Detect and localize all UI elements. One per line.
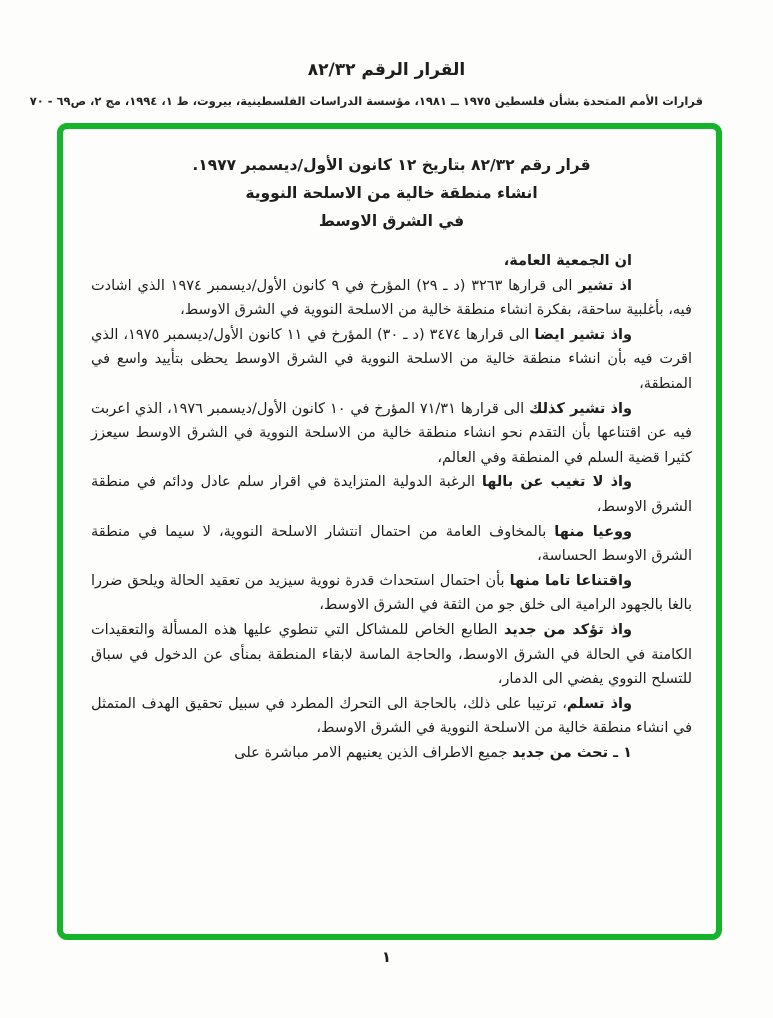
document-heading: [91, 151, 692, 235]
heading-line-subject: انشاء منطقة خالية من الاسلحة النووية: [245, 184, 538, 202]
paragraph-conscious: ووعيا منها بالمخاوف العامة من احتمال انتشار الاسلحة النووية، لا سيما في منطقة الشرق الاوسط الحساسة،: [91, 523, 692, 565]
paragraph-bearing-in-mind: واذ لا تغيب عن بالها الرغبة الدولية المتزايدة في اقرار سلم عادل ودائم في منطقة الشرق الاوسط،: [91, 474, 692, 515]
resolution-body: [91, 249, 692, 765]
paragraph-recognizing: واذ تسلم، ترتيبا على ذلك، بالحاجة الى التحرك المطرد في سبيل تحقيق الهدف المتمثل في انشاء منطقة خالية من الاسلحة النووية في الشرق الاوسط،: [91, 695, 692, 737]
source-citation-line: قرارات الأمم المتحدة بشأن فلسطين ١٩٧٥ ــ ١٩٨١، مؤسسة الدراسات الفلسطينية، بيروت، ط ١، ١٩٩٤، مج ٢، ص٦٩ - ٧٠: [29, 94, 703, 108]
paragraph-recalling-31-71: واذ تشير كذلك الى قرارها ٧١/٣١ المؤرخ في ١٠ كانون الأول/ديسمبر ١٩٧٦، الذي اعربت فيه عن اقتناعها بأن التقدم نحو انشاء منطقة خالية من الاسلحة النووية في الشرق الاوسط سيعزز كثيرا قضية السلم في المنطقة وفي العالم،: [91, 400, 692, 466]
paragraph-reaffirming: واذ تؤكد من جديد الطابع الخاص للمشاكل التي تنطوي عليها هذه المسألة والتعقيدات الكامنة في الحالة في الشرق الاوسط، والحاجة الماسة لابقاء المنطقة بمنأى عن الدخول في سباق للتسلح النووي يفضي الى الدمار،: [91, 621, 692, 688]
paragraph-recalling-3474: واذ تشير ايضا الى قرارها ٣٤٧٤ (د ـ ٣٠) المؤرخ في ١١ كانون الأول/ديسمبر ١٩٧٥، الذي اقرت فيه بأن انشاء منطقة خالية من الاسلحة النووية في الشرق الاوسط يحظى بتأييد واسع في المنطقة،: [91, 326, 692, 392]
heading-line-date: قرار رقم ٨٢/٣٢ بتاريخ ١٢ كانون الأول/ديسمبر ١٩٧٧.: [192, 156, 591, 174]
resolution-number-title: القرار الرقم ٨٢/٣٢: [307, 60, 466, 80]
heading-line-region: في الشرق الاوسط: [318, 212, 465, 230]
paragraph-convinced: واقتناعا تاما منها بأن احتمال استحداث قدرة نووية سيزيد من تعقيد الحالة ويلحق ضررا بالغا بالجهود الرامية الى خلق جو من الثقة في الشرق الاوسط،: [91, 572, 692, 614]
page-number: ١: [381, 948, 392, 966]
paragraph-general-assembly: ان الجمعية العامة،: [503, 253, 632, 269]
document-frame: [57, 123, 722, 940]
paragraph-operative-1-urges: ١ ـ تحث من جديد جميع الاطراف الذين يعنيهم الامر مباشرة على: [234, 744, 632, 761]
paragraph-recalling-3263: اذ تشير الى قرارها ٣٢٦٣ (د ـ ٢٩) المؤرخ في ٩ كانون الأول/ديسمبر ١٩٧٤ الذي اشادت فيه، بأغلبية ساحقة، بفكرة انشاء منطقة خالية من الاسلحة النووية في الشرق الاوسط،: [91, 277, 692, 319]
